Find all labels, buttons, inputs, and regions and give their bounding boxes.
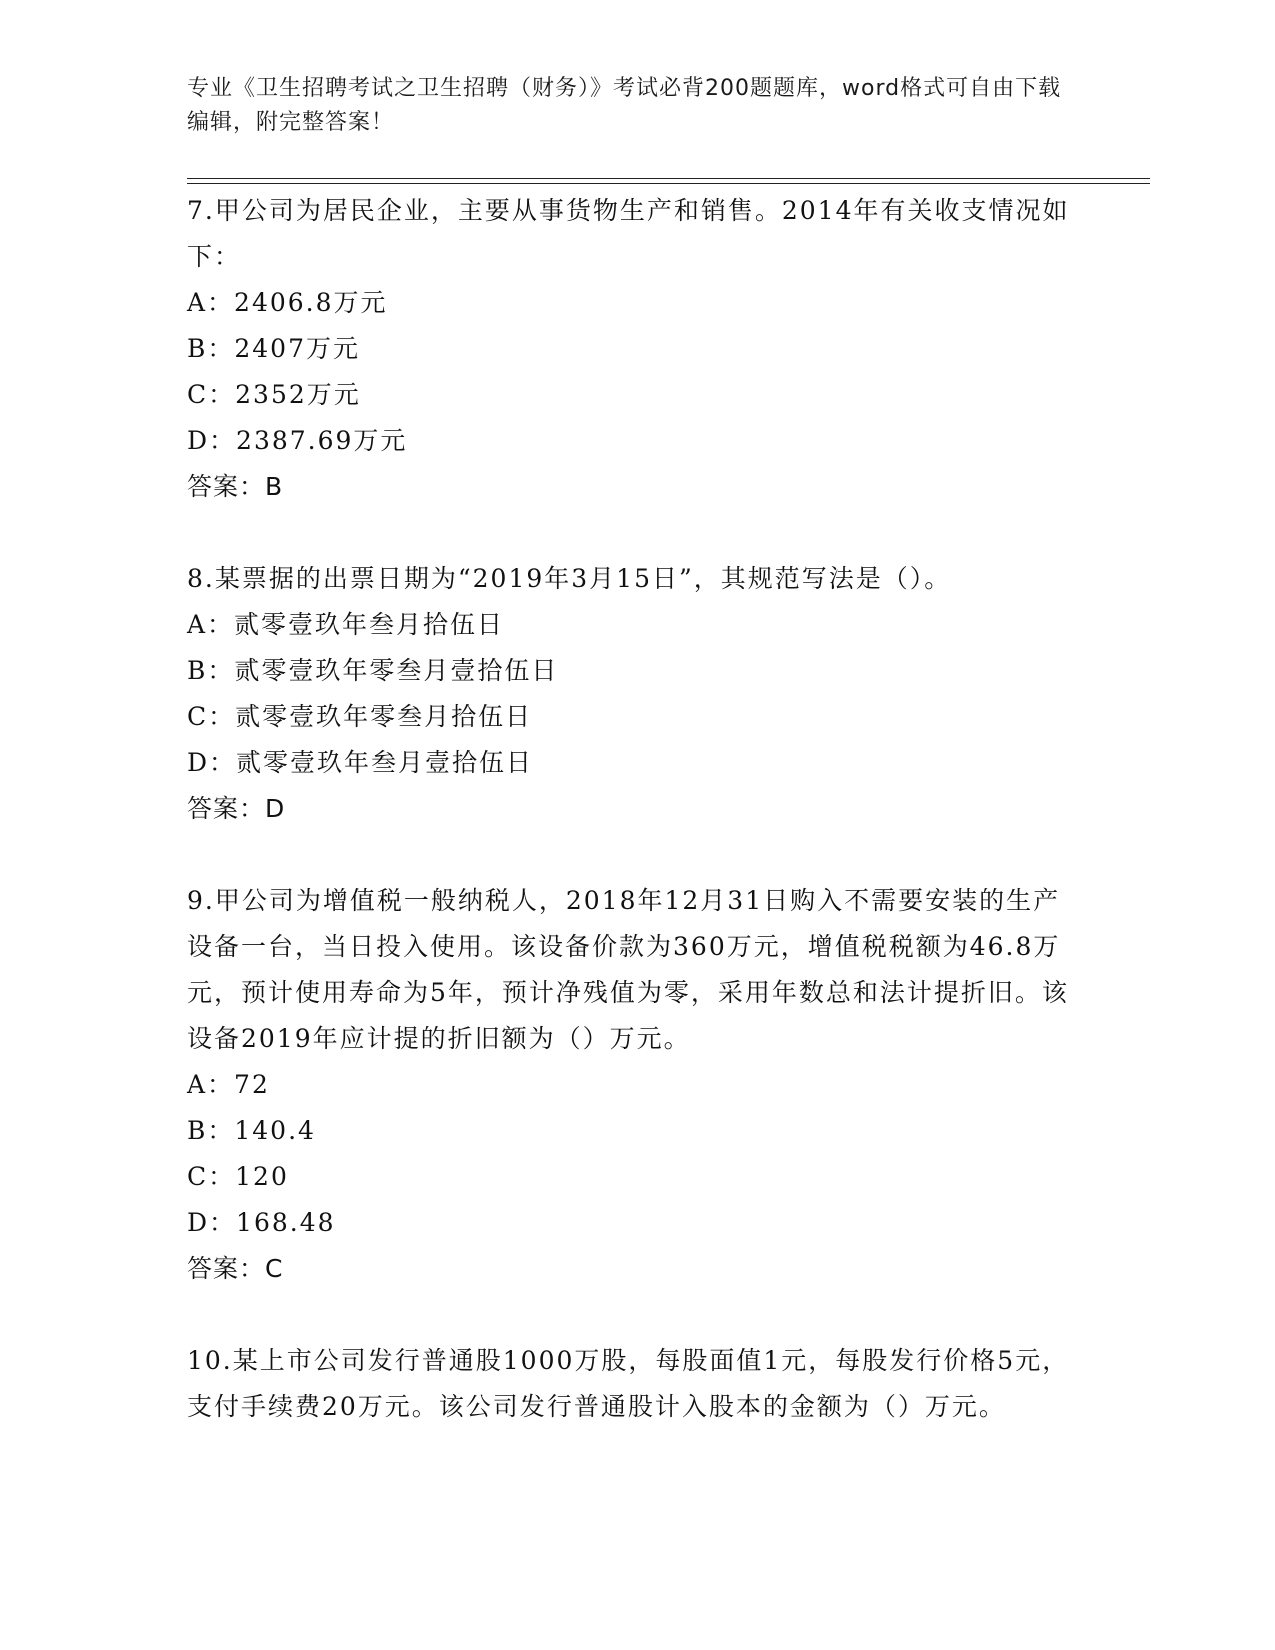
option-d: D：贰零壹玖年叁月壹拾伍日 xyxy=(187,748,534,777)
question-list xyxy=(187,188,1077,1430)
answer-line xyxy=(187,1246,1077,1292)
header-rule-bottom xyxy=(187,183,1150,184)
answer-value: D xyxy=(265,794,285,823)
option-c: C：120 xyxy=(187,1162,289,1191)
option-b: B：贰零壹玖年零叁月壹拾伍日 xyxy=(187,656,559,685)
question-spacer xyxy=(187,510,1077,556)
answer-value: C xyxy=(265,1254,283,1283)
option-b: B：2407万元 xyxy=(187,334,360,363)
question-8 xyxy=(187,556,1077,832)
option-b: B：140.4 xyxy=(187,1116,316,1145)
answer-label: 答案： xyxy=(187,472,266,501)
option-a: A：72 xyxy=(187,1070,270,1099)
question-10 xyxy=(187,1338,1077,1430)
question-stem: 7.甲公司为居民企业，主要从事货物生产和销售。2014年有关收支情况如下： xyxy=(187,196,1070,271)
option-d: D：168.48 xyxy=(187,1208,336,1237)
question-stem: 9.甲公司为增值税一般纳税人，2018年12月31日购入不需要安装的生产设备一台，当日投入使用。该设备价款为360万元，增值税税额为46.8万元，预计使用寿命为5年，预计净残值为零，采用年数总和法计提折旧。该设备2019年应计提的折旧额为（）万元。 xyxy=(187,886,1069,1053)
answer-value: B xyxy=(265,472,283,501)
answer-line xyxy=(187,786,1077,832)
question-spacer xyxy=(187,1292,1077,1338)
question-9 xyxy=(187,878,1077,1292)
option-a: A：贰零壹玖年叁月拾伍日 xyxy=(187,610,505,639)
option-a: A：2406.8万元 xyxy=(187,288,388,317)
answer-label: 答案： xyxy=(187,1254,266,1283)
option-c: C：贰零壹玖年零叁月拾伍日 xyxy=(187,702,533,731)
answer-line xyxy=(187,464,1077,510)
question-7 xyxy=(187,188,1077,510)
answer-label: 答案： xyxy=(187,794,266,823)
question-stem: 10.某上市公司发行普通股1000万股，每股面值1元，每股发行价格5元，支付手续费20万元。该公司发行普通股计入股本的金额为（）万元。 xyxy=(187,1346,1070,1421)
question-stem: 8.某票据的出票日期为“2019年3月15日”，其规范写法是（）。 xyxy=(187,564,952,593)
option-d: D：2387.69万元 xyxy=(187,426,408,455)
document-header: 专业《卫生招聘考试之卫生招聘（财务）》考试必背200题题库，word格式可自由下载编辑，附完整答案！ xyxy=(187,76,1062,135)
header-rule-top xyxy=(187,178,1150,179)
option-c: C：2352万元 xyxy=(187,380,361,409)
question-spacer xyxy=(187,832,1077,878)
